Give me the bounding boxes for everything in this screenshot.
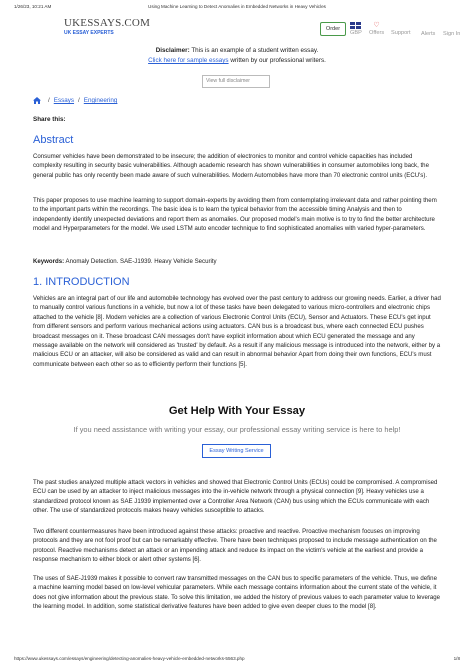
essay-writing-service-button[interactable]: Essay Writing Service [202, 444, 271, 458]
share-label: Share this: [33, 116, 66, 123]
logo-wordmark: UKESSAYS.COM [64, 17, 151, 29]
disclaimer-label: Disclaimer: [155, 47, 190, 54]
help-title: Get Help With Your Essay [168, 405, 306, 417]
alerts-link[interactable]: Alerts [421, 31, 436, 37]
home-icon[interactable] [33, 97, 41, 104]
help-subtitle: If you need assistance with writing your essay, our professional essay writing service is here to help! [73, 425, 401, 434]
abstract-paragraph-1: Consumer vehicles have been demonstrated to be insecure; the addition of electronics to monitor and control vehicle capacities has included complexity resulting in security basic vulnerabilities. Although academic research has shown vulnerabilities in consumer automobiles long back, the general public has only recently been made aware of such vulnerabilities. Modern Automobiles have more than 70 electronic control units (ECU's). [33, 153, 429, 179]
footer-url: https://www.ukessays.com/essays/engineering/detecting-anomalies-heavy-vehicle-embedded-networks-5563.php [14, 656, 245, 661]
abstract-heading: Abstract [33, 134, 74, 146]
introduction-paragraph: Vehicles are an integral part of our life and automobile technology has evolved over the past century to address our growing needs. Earlier, a driver had to manually control various functions in a vehicle, but now a lot of these tasks have been delegated to various micro-controllers and electronic chips attached to the vehicle [8]. Modern vehicles are a collection of various Electronic Control Units (ECU), Sensor and Actuators. These ECU's get input from different sensors and perform various mechanical actions using actuators. CAN bus is a broadcast bus, where each connected ECU pushes broadcast messages on it. These broadcast CAN messages don't have explicit information about which ECU generated the message and any message available on the network will considered as 'trusted' by default. As a result if any malicious message is introduced into the network, either by a malicious ECU or an attacker, will also be considered as valid and can result in abnormal behavior Apart from doing their own functions, ECU's must communicate between each other so as to efficiently perform their functions [5]. [33, 295, 441, 368]
keywords-label: Keywords: [33, 258, 65, 265]
uk-flag-icon [350, 22, 361, 29]
heart-icon: ♡ [373, 22, 380, 29]
keywords-text: Anomaly Detection. SAE-J1939. Heavy Vehicle Security [64, 258, 217, 265]
order-button[interactable]: Order [320, 22, 346, 36]
page-number: 1/8 [453, 656, 460, 661]
abstract-paragraph-2: This paper proposes to use machine learning to support domain-experts by avoiding them from contemplating irrelevant data and rather pointing them to the important parts within the recordings. The basic idea is to learn the typical behavior from the accessible timing Analysis and then to independently identify unexpected deviations and report them as anomalies. Our proposed model's main motive is to try to find the better architecture model and Hyperparameters for the model. We used LSTM auto encoder technique to find sophisticated anomalies with varied hyper-parameters. [33, 197, 437, 233]
body-paragraph-3: The uses of SAE-J1939 makes it possible to convert raw transmitted messages on the CAN bus to specific parameters of the vehicle. Thus, we define a machine learning model based on low-level vehicular parameters. While each message contains information about the current state of the vehicle, it does not give information about the previous state. To solve this limitation, we added the history of previous values to each parameter value to leverage the learning model. In addition, some statistical derivative features have been added to give even deeper clues to the model [8]. [33, 575, 441, 611]
breadcrumb-separator: / [78, 97, 80, 104]
disclaimer-banner [0, 47, 474, 64]
site-logo[interactable] [64, 17, 150, 36]
introduction-heading: 1. INTRODUCTION [33, 276, 130, 288]
body-paragraph-2: Two different countermeasures have been introduced against these attacks: proactive and reactive. Proactive mechanism focuses on improving protocols and they are not fool proof but can be remarkably effective. There have been techniques proposed to include message authentication on the protocol. Reactive mechanisms detect an attack or an impending attack and reduce its impact on the victim's vehicle at the earliest and provide a response mechanism to either block or alert other systems [6]. [33, 528, 437, 564]
breadcrumb-essays[interactable]: Essays [53, 97, 75, 104]
body-paragraph-1: The past studies analyzed multiple attack vectors in vehicles and showed that Electronic Control Units (ECUs) could be compromised. A compromised ECU can be used by an attacker to inject malicious messages into the in-vehicle network through a physical connection [9]. Heavy vehicles use a standardized protocol known as SAE J1939 implemented over a Controller Area Network (CAN) bus using which the ECUs communicate with each other. The use of standardized protocols makes heavy vehicles susceptible to attacks. [33, 479, 438, 515]
disclaimer-text: This is an example of a student written essay. [189, 47, 319, 54]
view-disclaimer-button[interactable]: View full disclaimer [202, 75, 270, 88]
breadcrumb-engineering[interactable]: Engineering [83, 97, 118, 104]
breadcrumb [33, 97, 117, 104]
sign-in-link[interactable]: Sign In [443, 31, 461, 37]
disclaimer-text-2: written by our professional writers. [228, 57, 326, 64]
currency-label: GBP [350, 30, 362, 36]
keywords-line [33, 257, 441, 266]
breadcrumb-separator: / [48, 97, 50, 104]
sample-essays-link[interactable]: Click here for sample essays [148, 57, 229, 64]
print-page-title: Using Machine Learning to Detect Anomalies in Embedded Networks in Heavy Vehicles [148, 4, 326, 9]
print-header [0, 0, 474, 12]
logo-tagline: UK ESSAY EXPERTS [64, 30, 114, 36]
print-datetime: 1/26/23, 10:21 AM [14, 4, 52, 9]
currency-selector[interactable] [350, 22, 362, 36]
support-link[interactable]: Support [391, 30, 411, 36]
site-header [0, 14, 474, 42]
offers-label: Offers [369, 30, 385, 36]
offers-link[interactable] [369, 22, 384, 36]
